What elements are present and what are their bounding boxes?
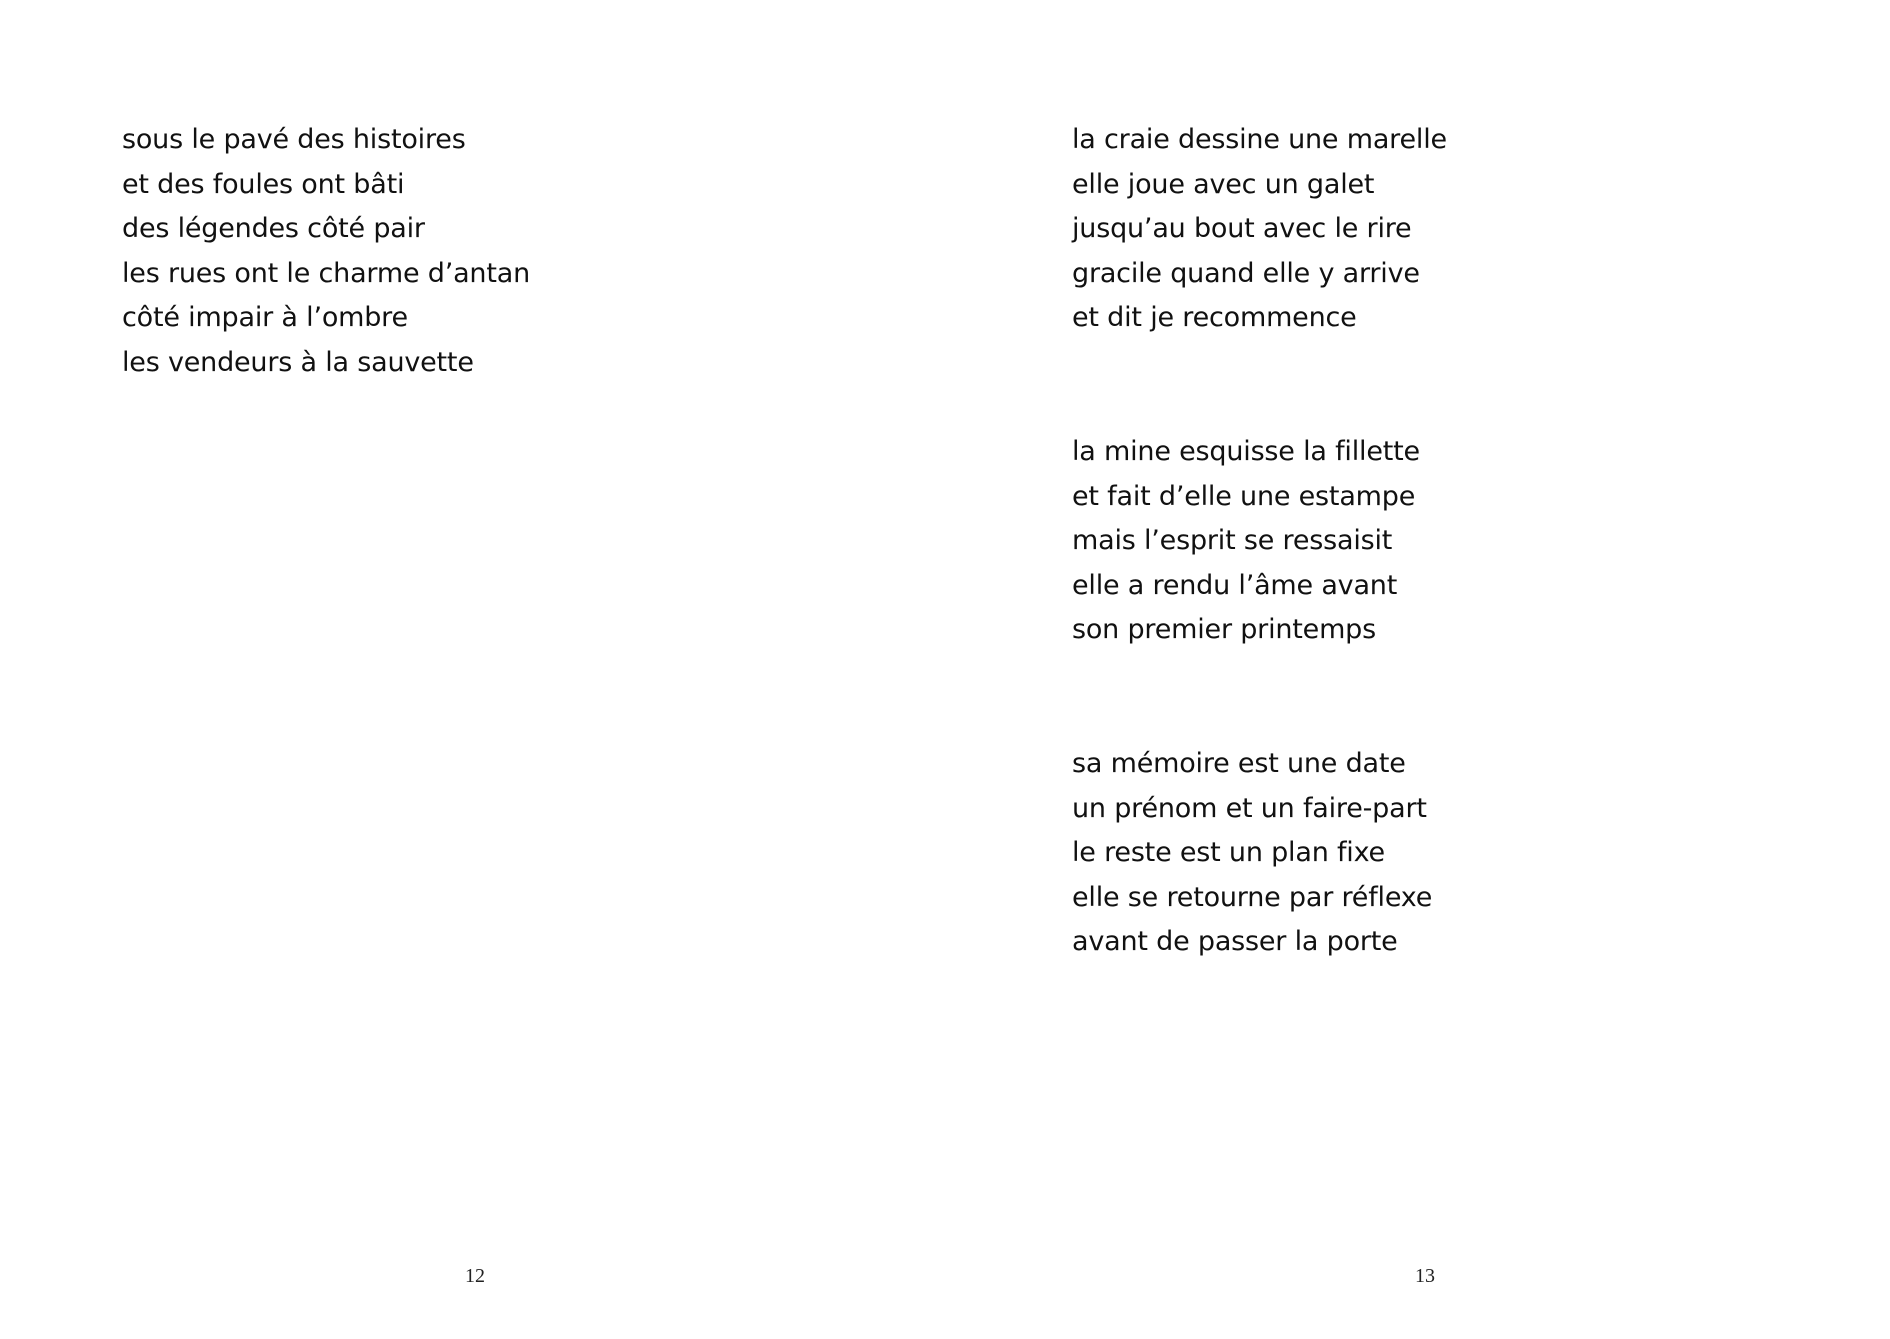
verse-line: les rues ont le charme d’antan (122, 257, 530, 289)
verse-line: et dit je recommence (1072, 302, 1357, 333)
verse-line: les vendeurs à la sauvette (122, 346, 474, 378)
verse-line: des légendes côté pair (122, 213, 425, 244)
verse-line: le reste est un plan fixe (1072, 837, 1385, 868)
verse-line: sous le pavé des histoires (122, 124, 466, 155)
page-number-left: 12 (465, 1265, 485, 1287)
verse-line: elle joue avec un galet (1072, 168, 1375, 200)
verse-line: gracile quand elle y arrive (1072, 257, 1420, 289)
verse-line: la craie dessine une marelle (1072, 124, 1447, 155)
left-stanza (122, 118, 530, 385)
verse-line: mais l’esprit se ressaisit (1072, 525, 1393, 556)
verse-line: elle se retourne par réflexe (1072, 881, 1433, 913)
right-page (945, 0, 1890, 1339)
right-stanza-1 (1072, 118, 1447, 341)
verse-line: un prénom et un faire-part (1072, 792, 1427, 824)
right-stanza-2 (1072, 430, 1420, 653)
verse-line: jusqu’au bout avec le rire (1072, 213, 1412, 244)
verse-line: la mine esquisse la fillette (1072, 436, 1420, 467)
right-stanza-3 (1072, 742, 1432, 965)
verse-line: et fait d’elle une estampe (1072, 480, 1416, 512)
verse-line: et des foules ont bâti (122, 168, 405, 200)
verse-line: côté impair à l’ombre (122, 302, 408, 333)
verse-line: sa mémoire est une date (1072, 748, 1406, 779)
verse-line: elle a rendu l’âme avant (1072, 569, 1398, 601)
verse-line: avant de passer la porte (1072, 926, 1398, 957)
page-number-right: 13 (1415, 1265, 1435, 1287)
verse-line: son premier printemps (1072, 614, 1376, 645)
